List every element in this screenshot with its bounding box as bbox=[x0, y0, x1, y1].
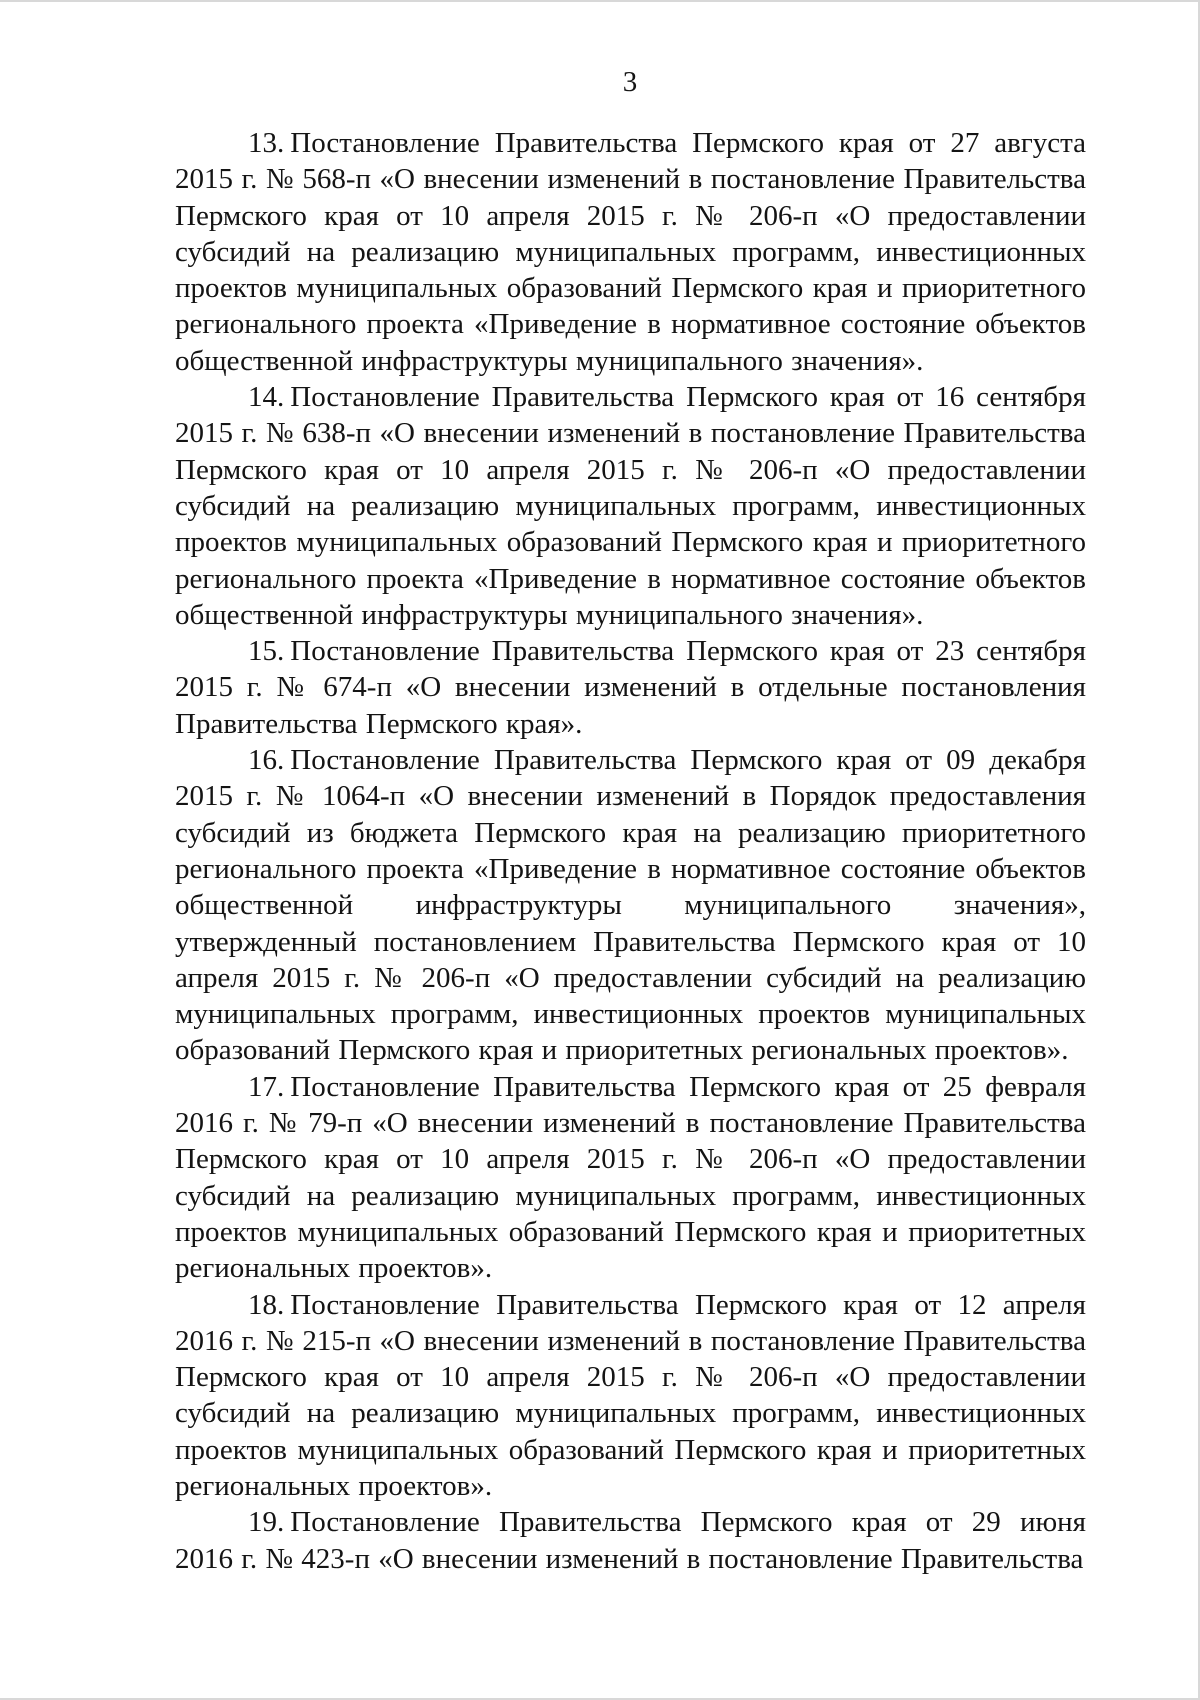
item-text: Постановление Правительства Пермского края от 09 декабря 2015 г. № 1064-п «О внесении изменений в Порядок предоставления субсидий из бюджета Пермского края на реализацию приоритетного регионального проекта «Приведение в нормативное состояние объектов общественной инфраструктуры муниципального значения», утвержденный постановлением Правительства Пермского края от 10 апреля 2015 г. № 206-п «О предоставлении субсидий на реализацию муниципальных программ, инвестиционных проектов муниципальных образований Пермского края и приоритетных региональных проектов». bbox=[175, 744, 1086, 1067]
item-number: 15. bbox=[248, 635, 285, 668]
item-text: Постановление Правительства Пермского края от 25 февраля 2016 г. № 79-п «О внесении изменений в постановление Правительства Пермского края от 10 апреля 2015 г. № 206-п «О предоставлении субсидий на реализацию муниципальных программ, инвестиционных проектов муниципальных образований Пермского края и приоритетных региональных проектов». bbox=[175, 1070, 1086, 1285]
list-item-13 bbox=[175, 125, 1086, 379]
document-body bbox=[175, 125, 1086, 1577]
list-item-16 bbox=[175, 742, 1086, 1069]
item-text: Постановление Правительства Пермского края от 29 июня 2016 г. № 423-п «О внесении изменений в постановление Правительства bbox=[175, 1506, 1086, 1575]
list-item-14 bbox=[175, 379, 1086, 633]
item-number: 18. bbox=[248, 1288, 285, 1321]
item-text: Постановление Правительства Пермского края от 23 сентября 2015 г. № 674-п «О внесении изменений в отдельные постановления Правительства Пермского края». bbox=[175, 635, 1086, 740]
list-item-15 bbox=[175, 633, 1086, 742]
item-text: Постановление Правительства Пермского края от 16 сентября 2015 г. № 638-п «О внесении изменений в постановление Правительства Пермского края от 10 апреля 2015 г. № 206-п «О предоставлении субсидий на реализацию муниципальных программ, инвестиционных проектов муниципальных образований Пермского края и приоритетного регионального проекта «Приведение в нормативное состояние объектов общественной инфраструктуры муниципального значения». bbox=[175, 381, 1086, 631]
item-number: 19. bbox=[248, 1506, 285, 1539]
item-number: 13. bbox=[248, 127, 285, 159]
item-number: 16. bbox=[248, 744, 285, 777]
item-number: 14. bbox=[248, 381, 285, 414]
page-number: 3 bbox=[622, 66, 638, 98]
list-item-18 bbox=[175, 1287, 1086, 1505]
item-text: Постановление Правительства Пермского края от 27 августа 2015 г. № 568-п «О внесении изменений в постановление Правительства Пермского края от 10 апреля 2015 г. № 206-п «О предоставлении субсидий на реализацию муниципальных программ, инвестиционных проектов муниципальных образований Пермского края и приоритетного регионального проекта «Приведение в нормативное состояние объектов общественной инфраструктуры муниципального значения». bbox=[175, 127, 1086, 377]
list-item-17 bbox=[175, 1069, 1086, 1287]
item-number: 17. bbox=[248, 1070, 285, 1103]
item-text: Постановление Правительства Пермского края от 12 апреля 2016 г. № 215-п «О внесении изменений в постановление Правительства Пермского края от 10 апреля 2015 г. № 206-п «О предоставлении субсидий на реализацию муниципальных программ, инвестиционных проектов муниципальных образований Пермского края и приоритетных региональных проектов». bbox=[175, 1288, 1086, 1502]
list-item-19 bbox=[175, 1504, 1086, 1577]
